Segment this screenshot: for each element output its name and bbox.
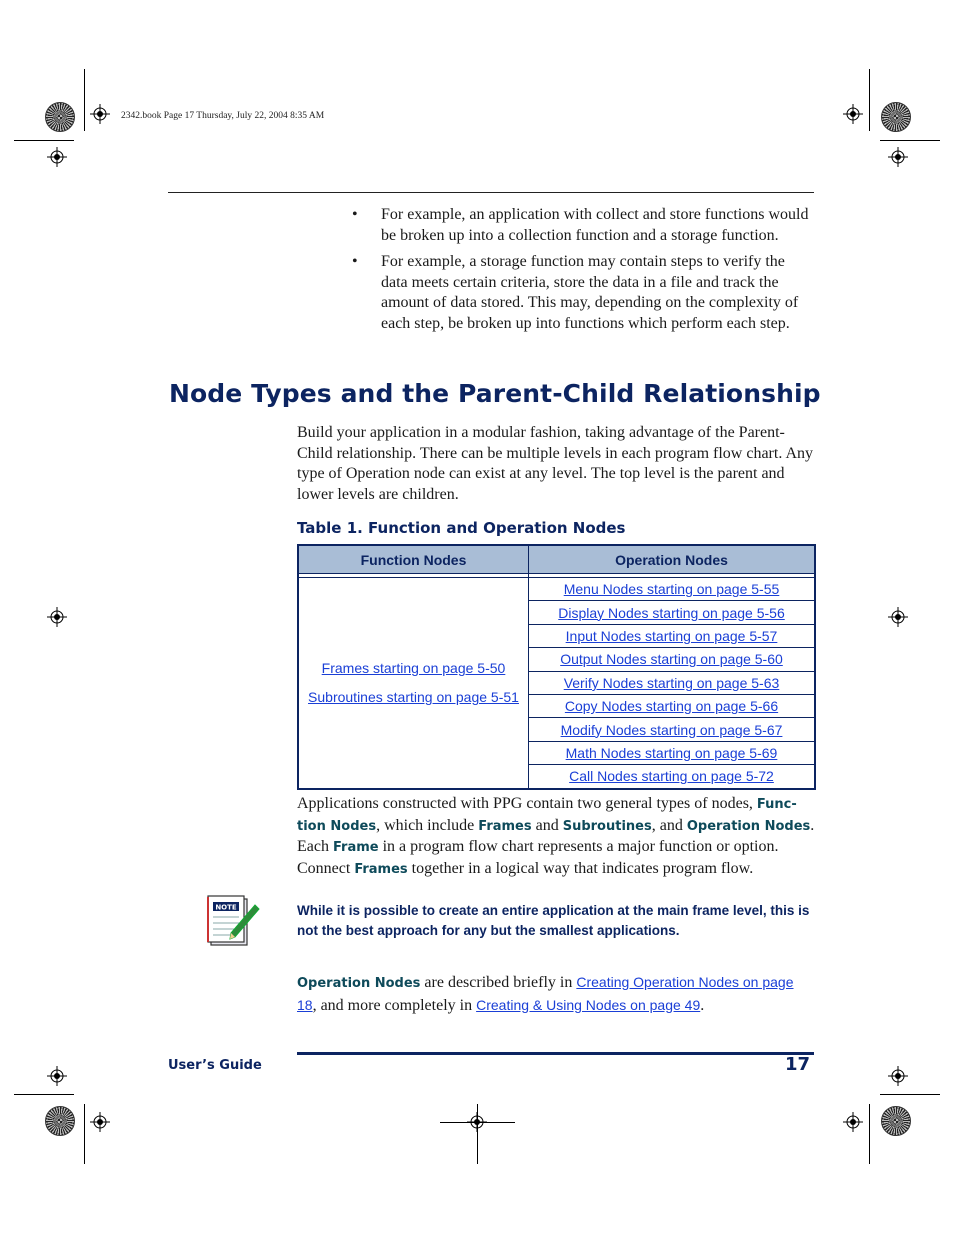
registration-target-icon — [90, 104, 110, 124]
registration-sun-icon — [881, 1106, 911, 1136]
nodes-table — [297, 544, 816, 790]
menu-nodes-link[interactable]: Menu Nodes starting on page 5-55 — [563, 581, 780, 598]
term-operation-nodes: Operation Nodes — [297, 976, 421, 991]
paragraph-text: , which include — [376, 816, 479, 834]
list-item: • For example, a storage function may contain steps to verify the data meets certain criteria, store the data in a file and track the amount of data stored. This may, depending on the complexity of each step, be broken up into functions which perform each step. — [352, 252, 814, 334]
paragraph-text: Applications constructed with PPG contain two general types of nodes, — [297, 795, 757, 812]
list-item: • For example, an application with collect and store functions would be broken up into a collection function and a storage function. — [352, 205, 814, 246]
registration-target-icon — [843, 1112, 863, 1132]
top-rule — [168, 192, 814, 193]
registration-target-icon — [47, 1066, 67, 1086]
operation-node-cell — [529, 694, 816, 717]
table-caption: Table 1. Function and Operation Nodes — [297, 519, 626, 537]
verify-nodes-link[interactable]: Verify Nodes starting on page 5-63 — [563, 674, 780, 691]
term-frames: Frames — [354, 861, 408, 877]
paragraph-text: , and — [651, 816, 687, 834]
registration-target-icon — [467, 1112, 487, 1132]
registration-target-icon — [888, 607, 908, 627]
registration-target-icon — [888, 1066, 908, 1086]
paragraph-text: and — [531, 816, 563, 834]
term-operation-nodes: Operation Nodes — [686, 818, 811, 834]
column-header-function-nodes: Function Nodes — [298, 545, 529, 574]
registration-target-icon — [843, 104, 863, 124]
operation-node-cell — [529, 601, 816, 624]
page-number: 17 — [784, 1054, 810, 1075]
registration-target-icon — [888, 147, 908, 167]
note-pencil-icon — [205, 893, 261, 949]
registration-target-icon — [47, 607, 67, 627]
operation-node-cell — [529, 648, 816, 671]
print-header-stamp: 2342.book Page 17 Thursday, July 22, 2004 8:35 AM — [121, 111, 325, 121]
operation-node-cell — [529, 718, 816, 741]
term-frames: Frames — [478, 818, 532, 834]
paragraph-text: together in a logical way that indicates program flow. — [407, 859, 754, 877]
operation-node-cell — [529, 578, 816, 601]
node-types-paragraph — [297, 794, 815, 880]
footer-guide-label: User’s Guide — [168, 1058, 262, 1073]
display-nodes-link[interactable]: Display Nodes starting on page 5-56 — [558, 604, 785, 621]
table-header-row — [298, 545, 815, 574]
operation-node-cell — [529, 741, 816, 764]
operation-nodes-paragraph — [297, 972, 815, 1016]
term-subroutines: Subroutines — [562, 818, 652, 834]
frames-link[interactable]: Frames starting on page 5-50 — [321, 660, 506, 677]
copy-nodes-link[interactable]: Copy Nodes starting on page 5-66 — [564, 698, 779, 715]
registration-sun-icon — [45, 1106, 75, 1136]
note-text: While it is possible to create an entire application at the main frame level, this is not the best approach for any but the smallest applications. — [297, 903, 810, 938]
term-frame: Frame — [332, 840, 379, 855]
section-heading: Node Types and the Parent-Child Relationship — [169, 379, 821, 408]
table-row — [298, 578, 815, 601]
registration-sun-icon — [45, 102, 75, 132]
bullet-list — [352, 205, 814, 340]
modify-nodes-link[interactable]: Modify Nodes starting on page 5-67 — [560, 721, 783, 738]
call-nodes-link[interactable]: Call Nodes starting on page 5-72 — [569, 768, 774, 785]
paragraph-text: , and more completely in — [312, 996, 477, 1014]
operation-node-cell — [529, 624, 816, 647]
registration-target-icon — [47, 147, 67, 167]
registration-sun-icon — [881, 102, 911, 132]
registration-target-icon — [90, 1112, 110, 1132]
paragraph-text: . Each — [297, 816, 815, 855]
paragraph-text: are described briefly in — [420, 974, 577, 991]
intro-paragraph: Build your application in a modular fashion, taking advantage of the Parent-Child relationship. There can be multiple levels in each program flow chart. Any type of Operation node can exist at any level. The top level is the parent and lower levels are children. — [297, 424, 813, 503]
output-nodes-link[interactable]: Output Nodes starting on page 5-60 — [560, 651, 783, 668]
operation-node-cell — [529, 671, 816, 694]
paragraph-text: in a program flow chart represents a major function or option. Connect — [297, 838, 779, 877]
math-nodes-link[interactable]: Math Nodes starting on page 5-69 — [565, 744, 778, 761]
paragraph-text: . — [700, 996, 705, 1014]
operation-node-cell — [529, 765, 816, 789]
footer-rule — [297, 1052, 814, 1055]
column-header-operation-nodes: Operation Nodes — [529, 545, 816, 574]
function-nodes-cell — [298, 578, 529, 789]
creating-using-nodes-link[interactable]: Creating & Using Nodes on page 49 — [476, 996, 701, 1013]
creating-operation-nodes-link[interactable]: Creating Operation Nodes on page 18 — [297, 974, 794, 1013]
subroutines-link[interactable]: Subroutines starting on page 5-51 — [308, 689, 519, 706]
term-function-nodes: Func-tion Nodes — [297, 797, 797, 834]
note-icon-label: NOTE — [215, 903, 237, 912]
input-nodes-link[interactable]: Input Nodes starting on page 5-57 — [565, 627, 778, 644]
